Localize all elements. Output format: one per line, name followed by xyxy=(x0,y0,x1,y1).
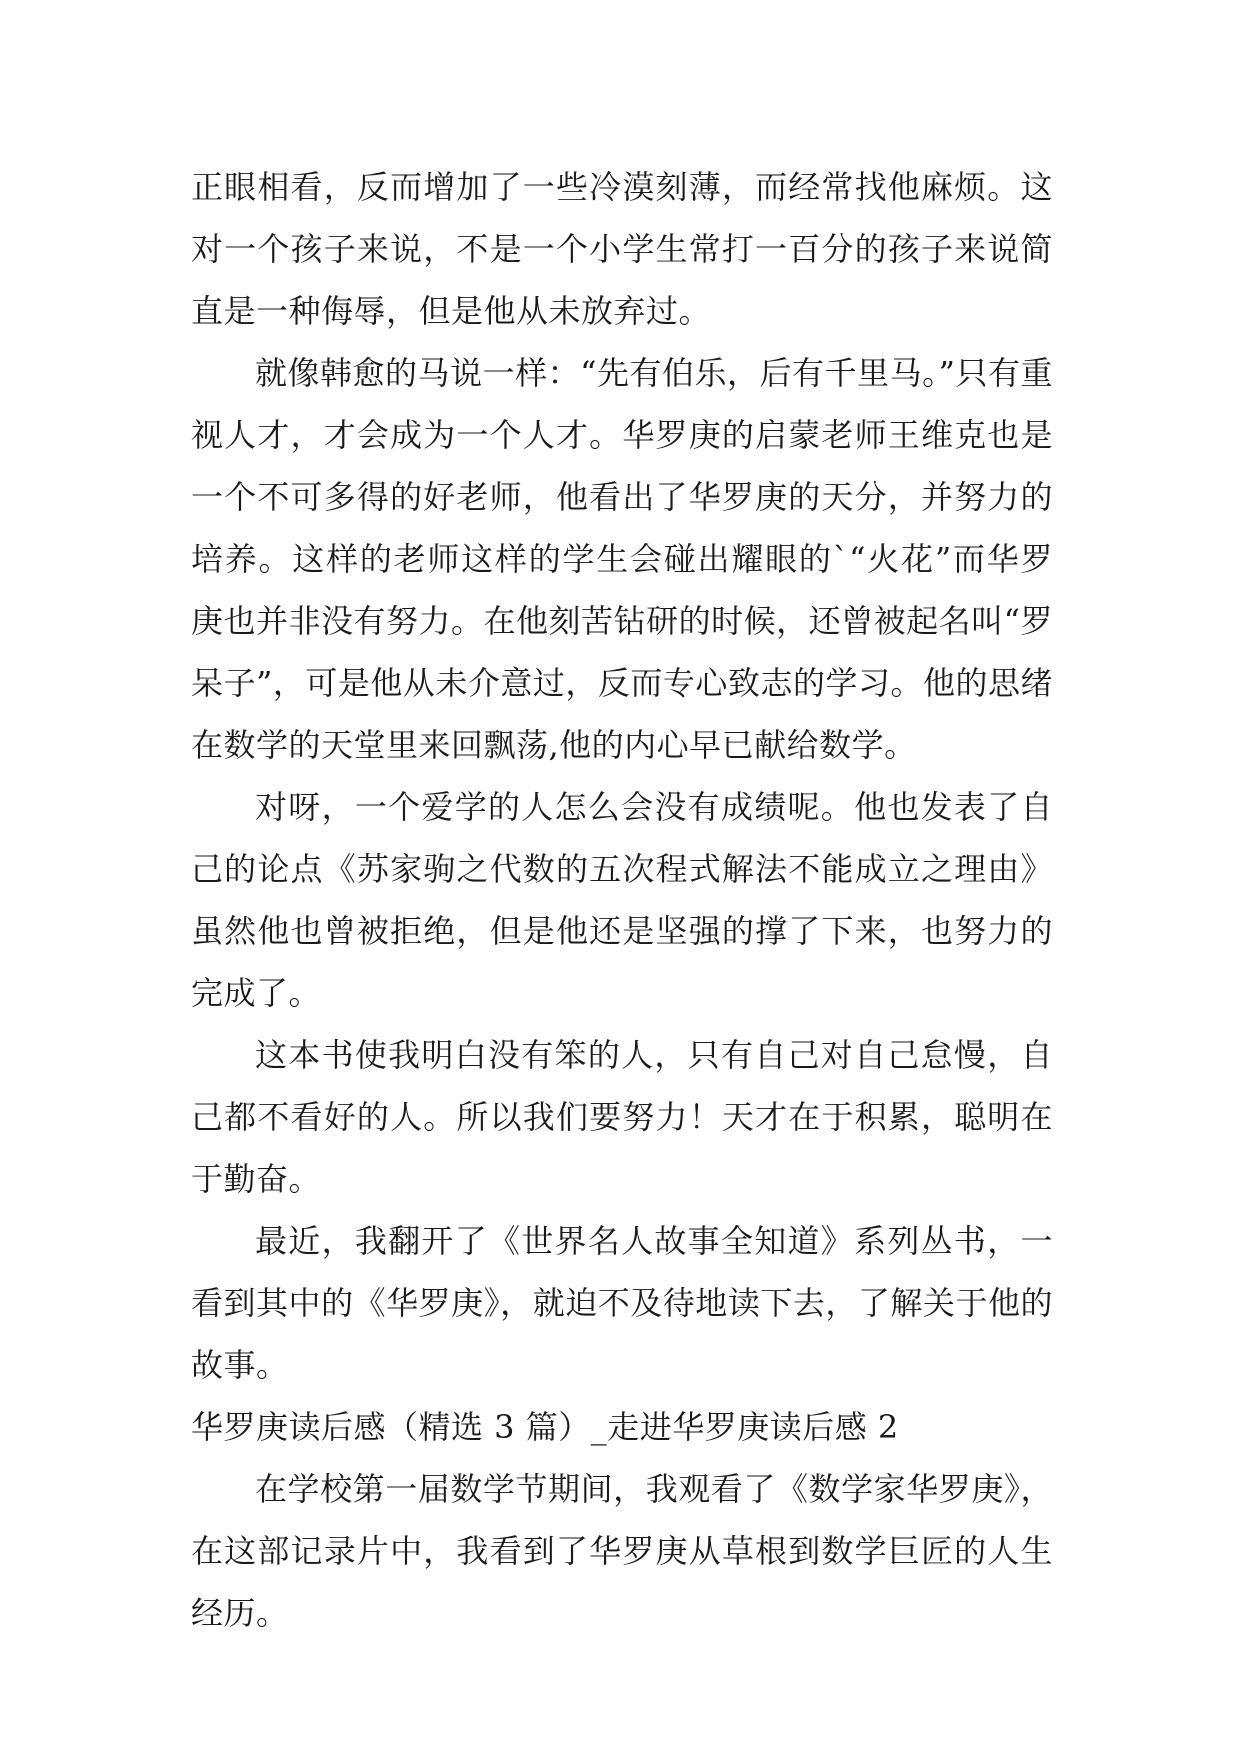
paragraph: 对呀，一个爱学的人怎么会没有成绩呢。他也发表了自己的论点《苏家驹之代数的五次程式解法不能成立之理由》虽然他也曾被拒绝，但是他还是坚强的撑了下来，也努力的完成了。 xyxy=(191,788,1053,1012)
paragraph-continued: 正眼相看，反而增加了一些冷漠刻薄，而经常找他麻烦。这对一个孩子来说，不是一个小学生常打一百分的孩子来说简直是一种侮辱，但是他从未放弃过。 xyxy=(191,168,1053,330)
paragraph: 在学校第一届数学节期间，我观看了《数学家华罗庚》，在这部记录片中，我看到了华罗庚从草根到数学巨匠的人生经历。 xyxy=(191,1470,1053,1632)
paragraph: 这本书使我明白没有笨的人，只有自己对自己怠慢，自己都不看好的人。所以我们要努力！天才在于积累，聪明在于勤奋。 xyxy=(191,1036,1053,1198)
section-heading: 华罗庚读后感（精选 3 篇）_走进华罗庚读后感 2 xyxy=(191,1408,899,1446)
paragraph: 就像韩愈的马说一样：“先有伯乐，后有千里马。”只有重视人才，才会成为一个人才。华罗庚的启蒙老师王维克也是一个不可多得的好老师，他看出了华罗庚的天分，并努力的培养。这样的老师这样的学生会碰出耀眼的`“火花”而华罗庚也并非没有努力。在他刻苦钻研的时候，还曾被起名叫“罗呆子”，可是他从未介意过，反而专心致志的学习。他的思绪在数学的天堂里来回飘荡,他的内心早已献给数学。 xyxy=(191,354,1053,764)
document-body xyxy=(191,156,1053,1644)
paragraph: 最近，我翻开了《世界名人故事全知道》系列丛书，一看到其中的《华罗庚》，就迫不及待地读下去，了解关于他的故事。 xyxy=(191,1222,1053,1384)
